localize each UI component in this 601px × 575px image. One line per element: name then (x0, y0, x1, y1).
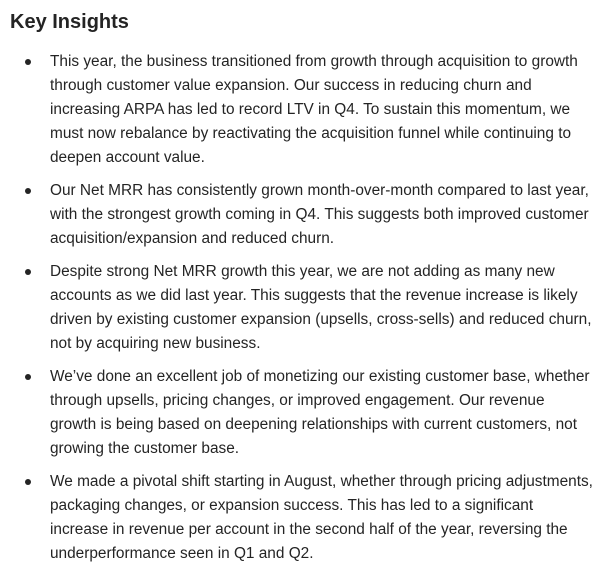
insight-text: This year, the business transitioned from growth through acquisition to growth through customer value expansion. Our success in reducing churn and increasing ARPA has led to record LTV in Q4. To sustain this momentum, we must now rebalance by reactivating the acquisition funnel while continuing to deepen account value. (50, 53, 578, 166)
bullet-icon (25, 59, 31, 65)
insight-text: Our Net MRR has consistently grown month-over-month compared to last year, with the strongest growth coming in Q4. This suggests both improved customer acquisition/expansion and reduced churn. (50, 182, 589, 247)
section-heading: Key Insights (10, 11, 129, 33)
insight-item (0, 50, 601, 170)
insight-text: Despite strong Net MRR growth this year, we are not adding as many new accounts as we did last year. This suggests that the revenue increase is likely driven by existing customer expansion (upsells, cross-sells) and reduced churn, not by acquiring new business. (50, 263, 592, 352)
insight-text: We made a pivotal shift starting in August, whether through pricing adjustments, packaging changes, or expansion success. This has led to a significant increase in revenue per account in the second half of the year, reversing the underperformance seen in Q1 and Q2. (50, 473, 593, 562)
bullet-icon (25, 374, 31, 380)
insight-item (0, 260, 601, 356)
bullet-icon (25, 269, 31, 275)
insight-item (0, 470, 601, 566)
insight-item (0, 179, 601, 251)
bullet-icon (25, 188, 31, 194)
bullet-icon (25, 479, 31, 485)
insight-text: We’ve done an excellent job of monetizing our existing customer base, whether through upsells, pricing changes, or improved engagement. Our revenue growth is being based on deepening relationships with current customers, not growing the customer base. (50, 368, 590, 457)
insight-item (0, 365, 601, 461)
insights-list (0, 50, 601, 575)
